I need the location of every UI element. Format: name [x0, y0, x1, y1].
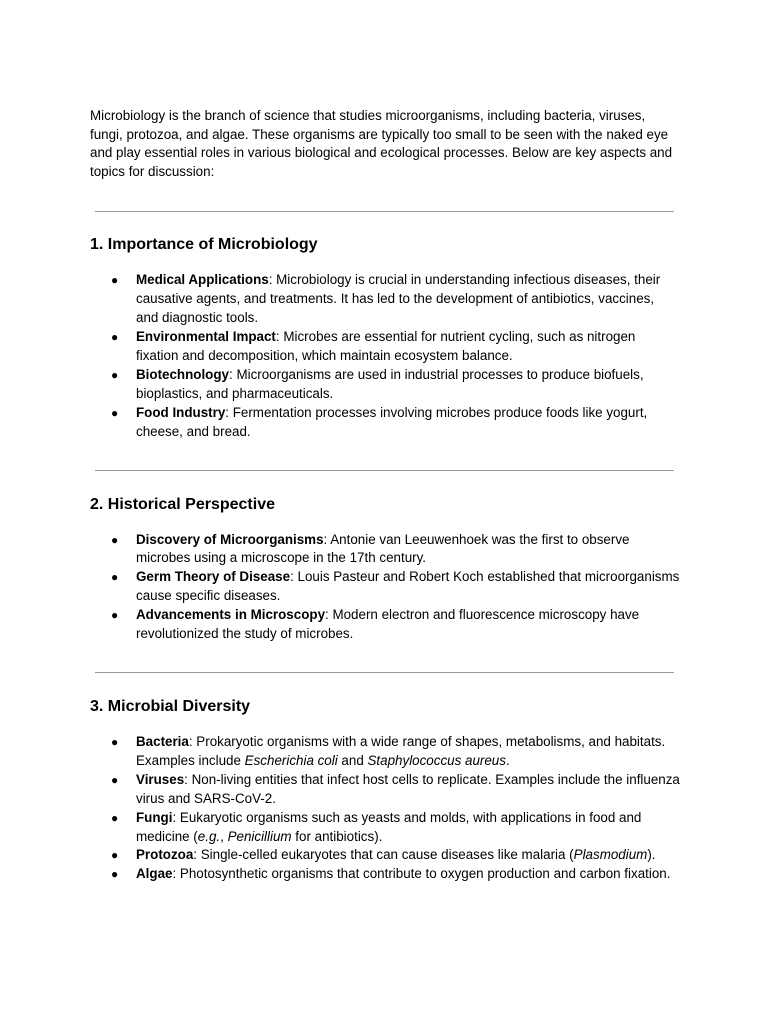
- list-item: [90, 568, 680, 606]
- section-title-importance: 1. Importance of Microbiology: [90, 236, 318, 254]
- bullet-icon: ●: [111, 848, 119, 863]
- bullet-icon: ●: [111, 810, 119, 825]
- item-term: Biotechnology: [136, 366, 229, 382]
- text-segment: : Eukaryotic organisms such as yeasts and molds, with applications in food and medicine (: [136, 809, 642, 844]
- bullet-list-importance: [90, 271, 680, 441]
- item-term: Fungi: [136, 809, 173, 825]
- bullet-icon: ●: [111, 867, 119, 882]
- text-segment: : Single-celled eukaryotes that can cause diseases like malaria (: [193, 847, 574, 863]
- item-term: Viruses: [136, 771, 185, 787]
- list-item: [90, 733, 680, 771]
- list-item: [90, 328, 680, 366]
- horizontal-divider: [95, 672, 674, 673]
- list-item: [90, 771, 680, 809]
- text-segment: : Prokaryotic organisms with a wide range of shapes, metabolisms, and habitats. Examples include: [136, 733, 666, 768]
- list-item: [90, 271, 680, 328]
- italic-species-name: Penicillium: [227, 828, 292, 844]
- item-text: : Fermentation processes involving microbes produce foods like yogurt, cheese, and bread.: [136, 404, 648, 439]
- list-item: [90, 366, 680, 404]
- list-item: [90, 404, 680, 442]
- item-text: [136, 810, 641, 844]
- section-title-diversity: 3. Microbial Diversity: [90, 697, 251, 715]
- horizontal-divider: [95, 211, 674, 212]
- item-text: : Antonie van Leeuwenhoek was the first to observe microbes using a microscope in the 17th century.: [136, 531, 630, 566]
- item-term: Algae: [136, 866, 173, 882]
- item-term: Germ Theory of Disease: [136, 569, 291, 585]
- bullet-icon: ●: [111, 532, 119, 547]
- intro-paragraph: Microbiology is the branch of science that studies microorganisms, including bacteria, viruses, fungi, protozoa, and algae. These organisms are typically too small to be seen with the naked eye and play essential roles in various biological and ecological processes. Below are key aspects and topics for discussion:: [90, 108, 673, 179]
- italic-abbreviation: e.g.: [197, 828, 221, 844]
- horizontal-divider: [95, 470, 674, 471]
- bullet-list-diversity: [90, 733, 680, 884]
- item-term: Food Industry: [136, 404, 226, 420]
- item-text: : Microbiology is crucial in understanding infectious diseases, their causative agents, and treatments. It has led to the development of antibiotics, vaccines, and diagnostic tools.: [136, 272, 661, 326]
- text-segment: .: [505, 752, 510, 768]
- bullet-icon: ●: [111, 405, 119, 420]
- item-text: [136, 734, 665, 768]
- text-segment: and: [337, 752, 368, 768]
- item-text: : Microorganisms are used in industrial processes to produce biofuels, bioplastics, and pharmaceuticals.: [136, 366, 644, 401]
- bullet-icon: ●: [111, 734, 119, 749]
- item-text: : Louis Pasteur and Robert Koch established that microorganisms cause specific diseases.: [136, 569, 680, 604]
- item-term: Bacteria: [136, 733, 189, 749]
- section-title-historical: 2. Historical Perspective: [90, 495, 275, 513]
- item-text: : Modern electron and fluorescence microscopy have revolutionized the study of microbes.: [136, 607, 640, 642]
- item-text: : Microbes are essential for nutrient cycling, such as nitrogen fixation and decomposition, which maintain ecosystem balance.: [136, 329, 636, 363]
- item-term: Protozoa: [136, 847, 194, 863]
- list-item: [90, 606, 680, 644]
- text-segment: : Non-living entities that infect host cells to replicate. Examples include the influenza virus and SARS-CoV-2.: [136, 771, 680, 806]
- italic-species-name: Plasmodium: [573, 847, 648, 863]
- list-item: [90, 865, 680, 884]
- item-term: Medical Applications: [136, 272, 269, 288]
- bullet-icon: ●: [111, 772, 119, 787]
- text-segment: for antibiotics).: [291, 828, 383, 844]
- item-text: [172, 866, 670, 881]
- bullet-icon: ●: [111, 273, 119, 288]
- list-item: [90, 531, 680, 569]
- bullet-icon: ●: [111, 570, 119, 585]
- bullet-list-historical: [90, 531, 680, 644]
- list-item: [90, 846, 680, 865]
- bullet-icon: ●: [111, 330, 119, 345]
- bullet-icon: ●: [111, 608, 119, 623]
- italic-species-name: Staphylococcus aureus: [367, 752, 506, 768]
- document-page: [90, 107, 680, 884]
- item-term: Advancements in Microscopy: [136, 607, 326, 623]
- item-term: Environmental Impact: [136, 329, 276, 345]
- text-segment: : Photosynthetic organisms that contribute to oxygen production and carbon fixation.: [172, 866, 671, 882]
- italic-species-name: Escherichia coli: [244, 752, 338, 768]
- list-item: [90, 809, 680, 847]
- bullet-icon: ●: [111, 367, 119, 382]
- item-text: [136, 772, 680, 806]
- text-segment: ).: [647, 847, 656, 863]
- item-text: [193, 847, 655, 862]
- item-term: Discovery of Microorganisms: [136, 531, 324, 547]
- text-segment: ,: [220, 828, 228, 844]
